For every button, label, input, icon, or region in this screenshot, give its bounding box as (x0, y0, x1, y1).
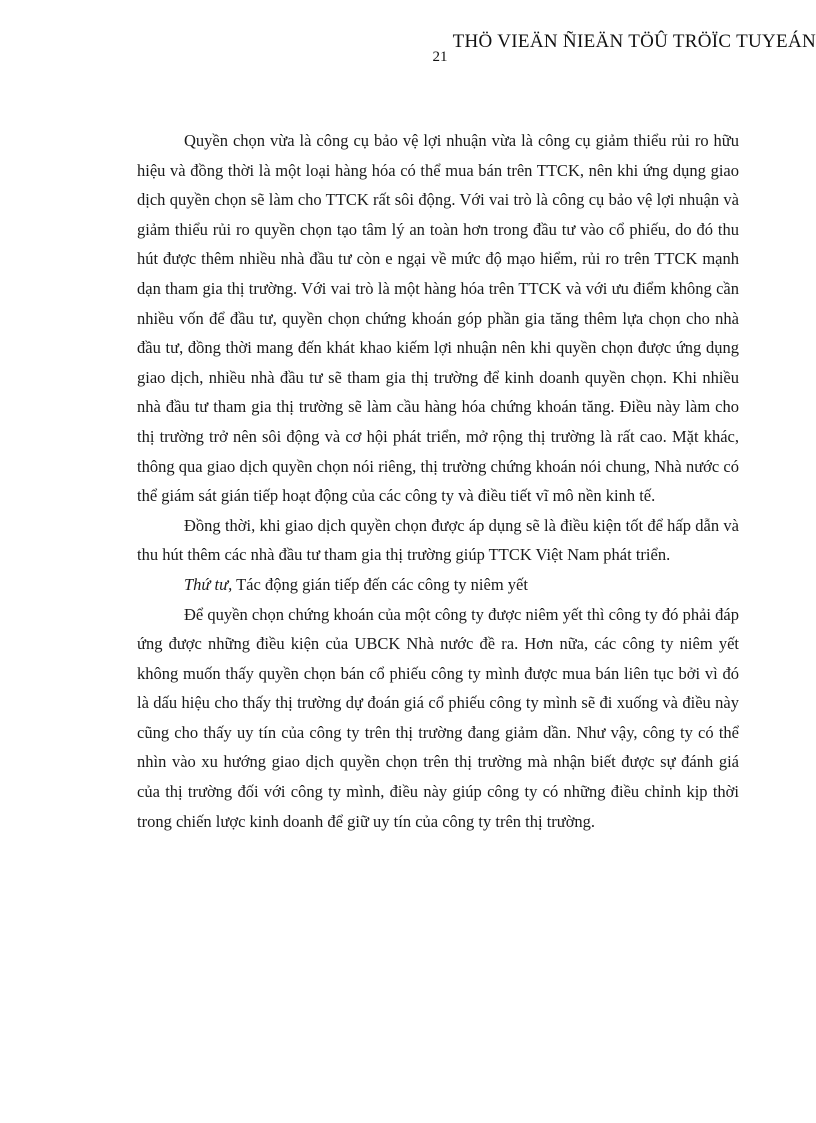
paragraph-2: Đồng thời, khi giao dịch quyền chọn được áp dụng sẽ là điều kiện tốt để hấp dẫn và thu hút thêm các nhà đầu tư tham gia thị trường giúp TTCK Việt Nam phát triển. (137, 515, 739, 565)
section-heading (137, 570, 739, 600)
paragraph-4: Để quyền chọn chứng khoán của một công ty được niêm yết thì công ty đó phải đáp ứng được những điều kiện của UBCK Nhà nước đề ra. Hơn nữa, các công ty niêm yết không muốn thấy quyền chọn bán cổ phiếu công ty mình được mua bán liên tục bởi vì đó là dấu hiệu cho thấy thị trường dự đoán giá cổ phiếu công ty mình sẽ đi xuống và điều này cũng cho thấy uy tín của công ty trên thị trường đang giảm dần. Như vậy, công ty có thể nhìn vào xu hướng giao dịch quyền chọn trên thị trường mà nhận biết được sự đánh giá của thị trường đối với công ty mình, điều này giúp công ty có những điều chỉnh kịp thời trong chiến lược kinh doanh để giữ uy tín của công ty trên thị trường. (137, 604, 739, 831)
section-heading-lead: Thứ tư, (184, 574, 233, 594)
paragraph-1: Quyền chọn vừa là công cụ bảo vệ lợi nhuận vừa là công cụ giảm thiểu rủi ro hữu hiệu và đồng thời là một loại hàng hóa có thể mua bán trên TTCK, nên khi ứng dụng giao dịch quyền chọn sẽ làm cho TTCK rất sôi động. Với vai trò là công cụ bảo vệ lợi nhuận và giảm thiểu rủi ro quyền chọn tạo tâm lý an toàn hơn trong đầu tư vào cổ phiếu, do đó thu hút được thêm nhiều nhà đầu tư còn e ngại về mức độ mạo hiểm, rủi ro trên TTCK mạnh dạn tham gia thị trường. Với vai trò là một hàng hóa trên TTCK và với ưu điểm không cần nhiều vốn để đầu tư, quyền chọn chứng khoán góp phần gia tăng thêm lựa chọn cho nhà đầu tư, đồng thời mang đến khát khao kiếm lợi nhuận nên khi quyền chọn được ứng dụng giao dịch, nhiều nhà đầu tư sẽ tham gia thị trường để kinh doanh quyền chọn. Khi nhiều nhà đầu tư tham gia thị trường sẽ làm cầu hàng hóa chứng khoán tăng. Điều này làm cho thị trường trở nên sôi động và cơ hội phát triển, mở rộng thị trường là rất cao. Mặt khác, thông qua giao dịch quyền chọn nói riêng, thị trường chứng khoán nói chung, Nhà nước có thể giám sát gián tiếp hoạt động của các công ty và điều tiết vĩ mô nền kinh tế. (137, 131, 739, 506)
document-body (137, 126, 739, 836)
header-title: THÖ VIEÄN ÑIEÄN TÖÛ TRÖÏC TUYEÁN (452, 31, 816, 52)
section-heading-text: Tác động gián tiếp đến các công ty niêm yết (232, 574, 528, 594)
page-number: 21 (432, 49, 448, 65)
